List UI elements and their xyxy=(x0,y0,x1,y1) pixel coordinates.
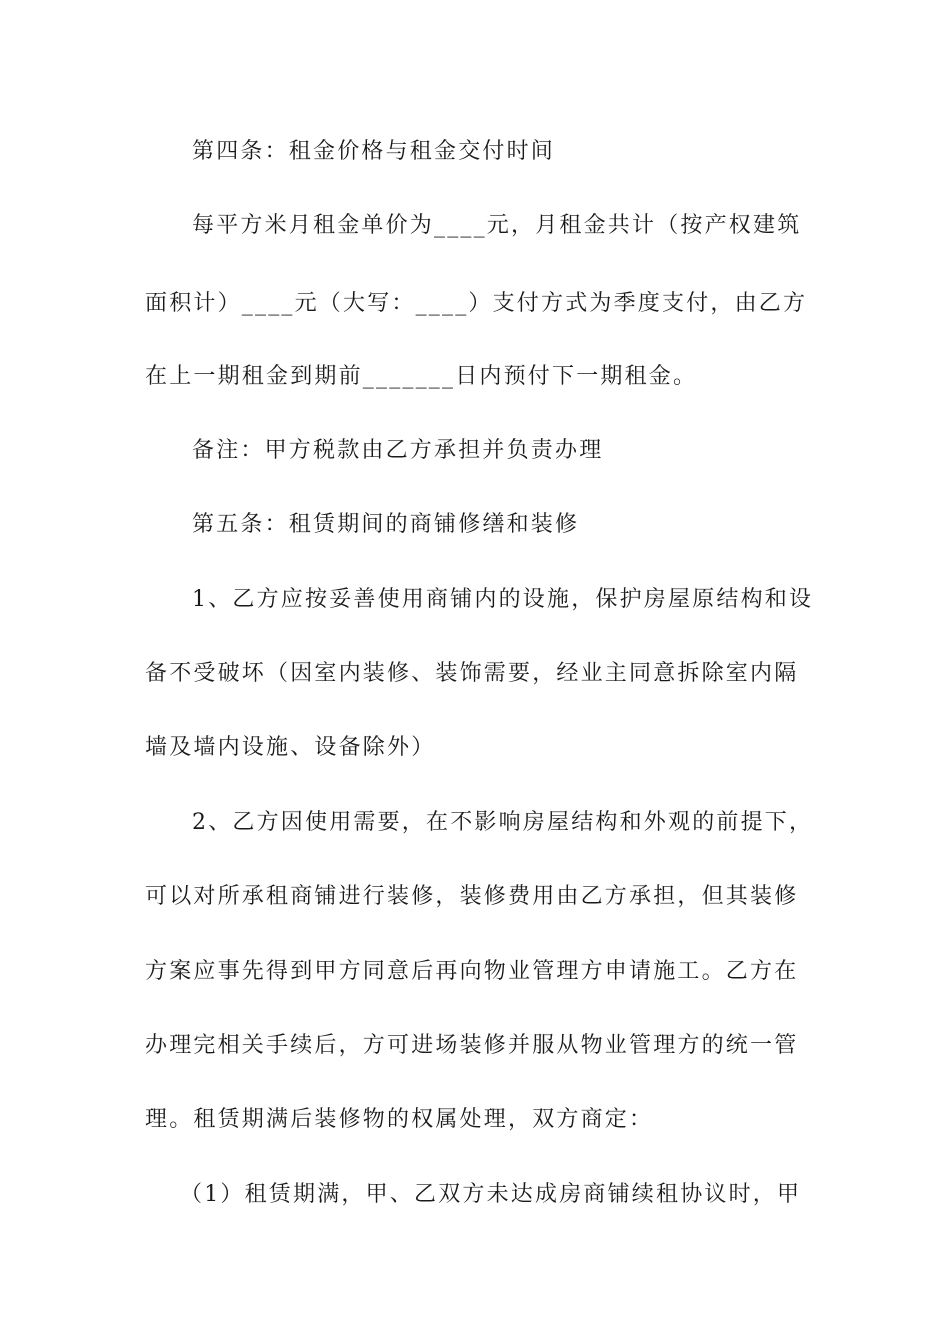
paragraph-line: 理。租赁期满后装修物的权属处理，双方商定： xyxy=(145,1107,654,1132)
paragraph-line: 2、乙方因使用需要，在不影响房屋结构和外观的前提下， xyxy=(192,810,814,835)
article-4-heading: 第四条：租金价格与租金交付时间 xyxy=(192,139,556,164)
paragraph-line: 墙及墙内设施、设备除外） xyxy=(145,735,436,760)
paragraph-line: 每平方米月租金单价为____元，月租金共计（按产权建筑 xyxy=(192,213,802,238)
article-5-heading: 第五条：租赁期间的商铺修缮和装修 xyxy=(192,512,580,537)
remark-line: 备注：甲方税款由乙方承担并负责办理 xyxy=(192,438,604,463)
paragraph-line: 办理完相关手续后，方可进场装修并服从物业管理方的统一管 xyxy=(145,1033,799,1058)
paragraph-line: 可以对所承租商铺进行装修，装修费用由乙方承担，但其装修 xyxy=(145,884,799,909)
paragraph-line: 1、乙方应按妥善使用商铺内的设施，保护房屋原结构和设 xyxy=(192,587,814,612)
paragraph-line: 备不受破坏（因室内装修、装饰需要，经业主同意拆除室内隔 xyxy=(145,661,799,686)
paragraph-line: 面积计）____元（大写：____）支付方式为季度支付，由乙方 xyxy=(145,291,808,316)
paragraph-line: （1）租赁期满，甲、乙双方未达成房商铺续租协议时，甲 xyxy=(180,1182,802,1207)
paragraph-line: 在上一期租金到期前_______日内预付下一期租金。 xyxy=(145,364,698,389)
paragraph-line: 方案应事先得到甲方同意后再向物业管理方申请施工。乙方在 xyxy=(145,959,799,984)
